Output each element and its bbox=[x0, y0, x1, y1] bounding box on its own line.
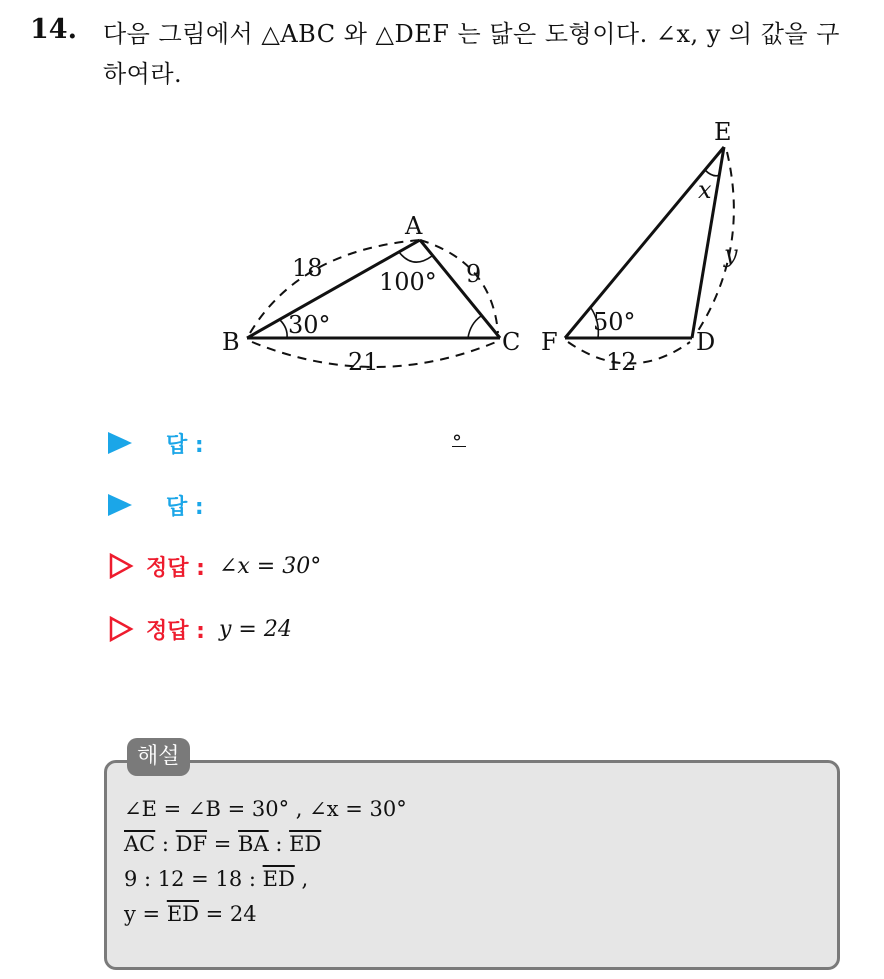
explanation-line-3: 9 : 12 = 18 : $\overline{ED}$ , bbox=[124, 867, 309, 891]
vertex-label-d: D bbox=[696, 328, 716, 356]
angle-label-e: x bbox=[698, 176, 712, 204]
angle-label-b: 30° bbox=[288, 311, 331, 339]
similar-triangles-figure bbox=[0, 0, 884, 420]
explanation-line-1: ∠E = ∠B = 30° , ∠x = 30° bbox=[124, 797, 407, 821]
answer-label: 답 : bbox=[166, 494, 204, 520]
explanation-lines bbox=[124, 792, 407, 932]
side-label-ed: y bbox=[724, 240, 738, 268]
side-label-ac: 9 bbox=[466, 260, 482, 288]
answer-row-1 bbox=[108, 426, 218, 460]
vertex-label-a: A bbox=[405, 212, 423, 240]
outline-triangle-icon bbox=[108, 553, 134, 579]
degree-blank: ° bbox=[452, 430, 466, 447]
vertex-label-b: B bbox=[222, 328, 240, 356]
explanation-line-4: $y = \overline{ED} = 24$ bbox=[124, 902, 257, 926]
side-label-ab: 18 bbox=[292, 254, 323, 282]
side-label-bc: 21 bbox=[348, 348, 379, 376]
play-triangle-icon bbox=[108, 432, 132, 454]
correct-answer-row-1 bbox=[108, 549, 321, 583]
angle-label-f: 50° bbox=[593, 308, 636, 336]
play-triangle-icon bbox=[108, 494, 132, 516]
answer-row-2 bbox=[108, 488, 218, 522]
outline-triangle-icon bbox=[108, 616, 134, 642]
correct-answer-row-2 bbox=[108, 612, 292, 646]
vertex-label-f: F bbox=[541, 328, 558, 356]
vertex-label-c: C bbox=[502, 328, 521, 356]
angle-label-a: 100° bbox=[379, 268, 437, 296]
explanation-tag: 해설 bbox=[127, 738, 190, 776]
vertex-label-e: E bbox=[714, 118, 732, 146]
correct-answer-label: 정답 : bbox=[146, 618, 205, 644]
correct-answer-value: y = 24 bbox=[218, 616, 292, 642]
side-label-fd: 12 bbox=[606, 348, 637, 376]
answer-label: 답 : bbox=[166, 432, 204, 458]
correct-answer-value: ∠x = 30° bbox=[218, 553, 322, 579]
explanation-line-2: $\overline{AC}$ : $\overline{DF} = \overline{BA}$ : $\overline{ED}$ bbox=[124, 832, 322, 856]
question-number: 14. bbox=[30, 14, 77, 45]
question-text: 다음 그림에서 △ABC 와 △DEF 는 닮은 도형이다. ∠x, y 의 값을 구하여라. bbox=[103, 20, 840, 88]
correct-answer-label: 정답 : bbox=[146, 555, 205, 581]
